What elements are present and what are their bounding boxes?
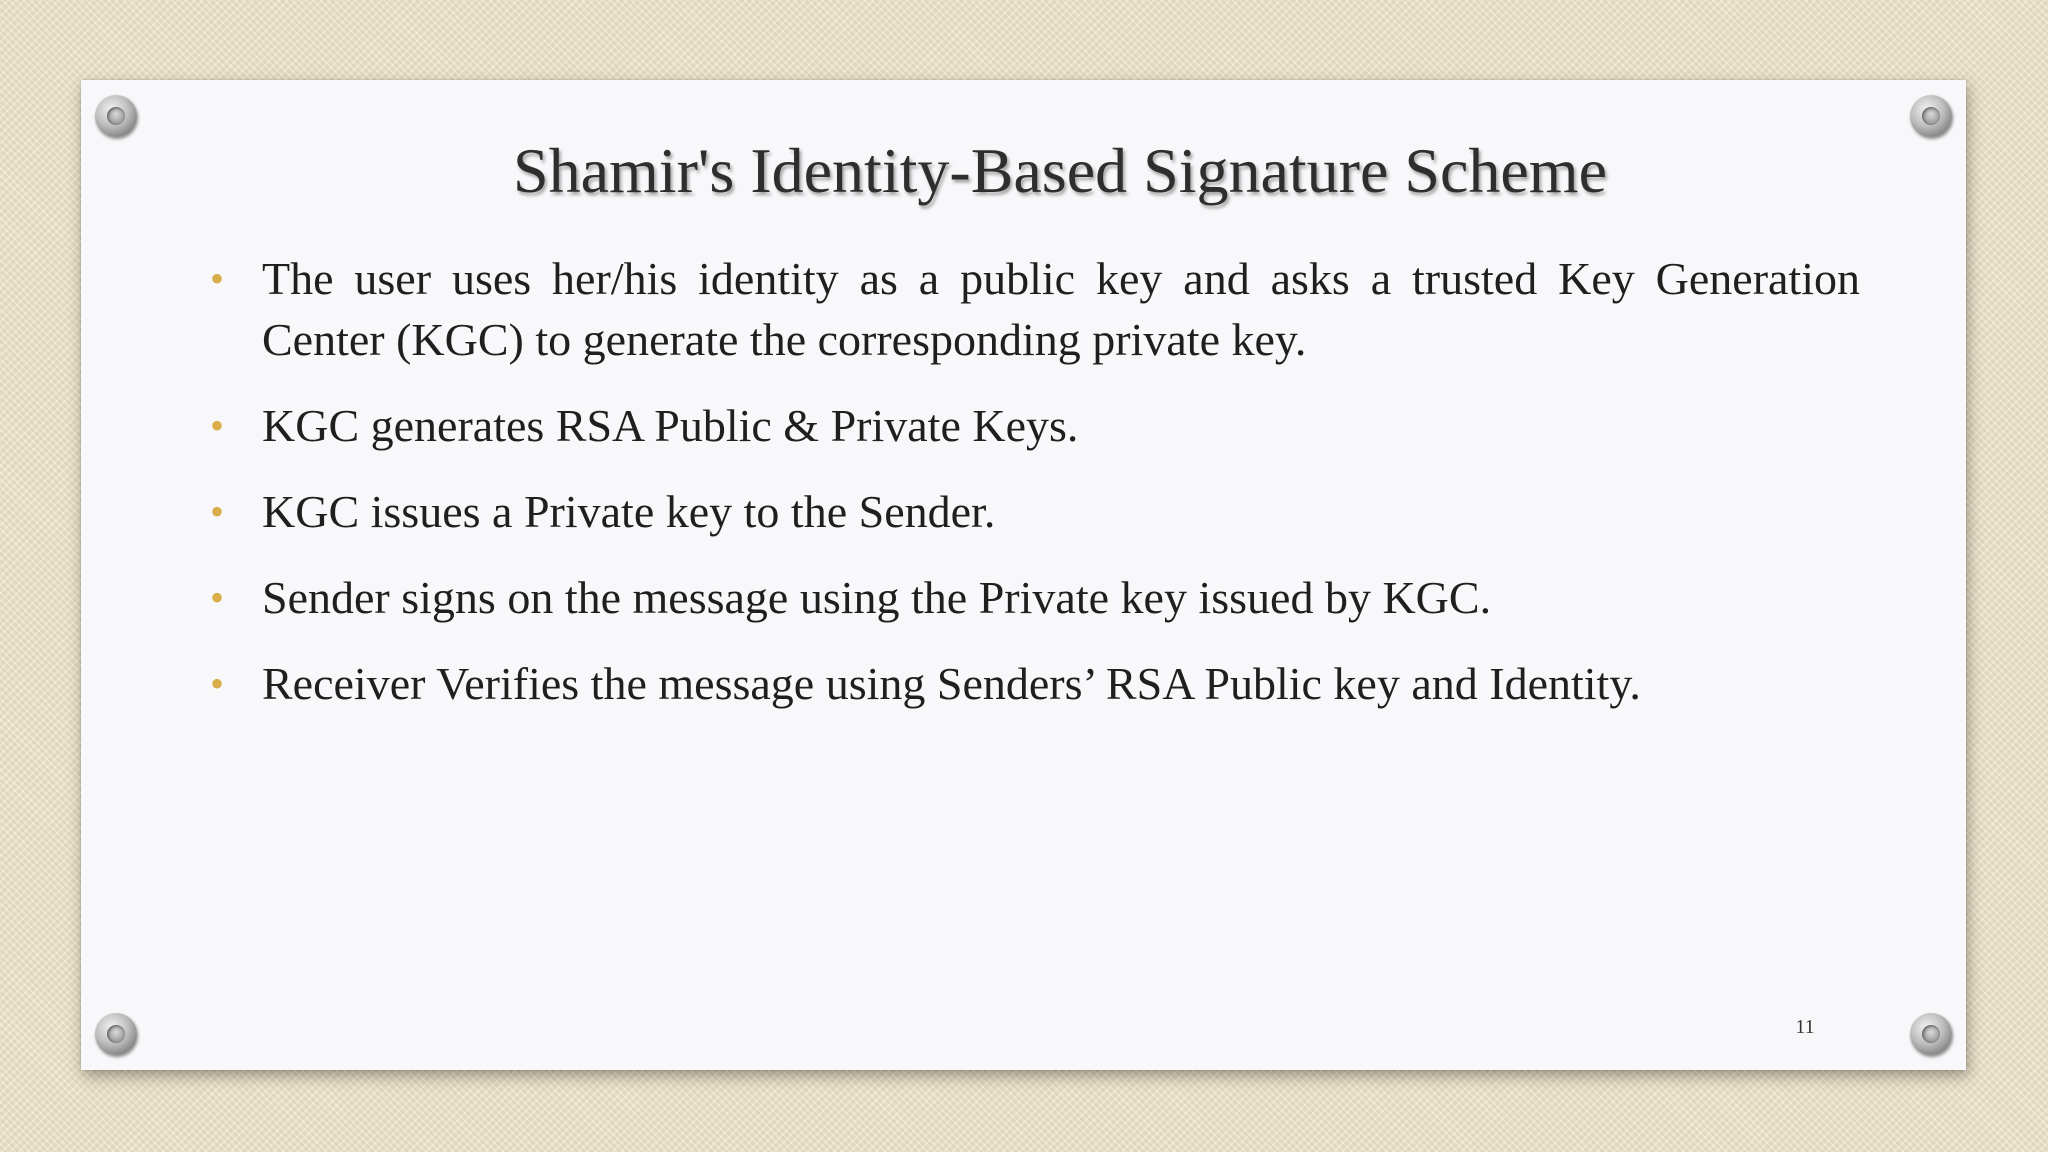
- slide-title: Shamir's Identity-Based Signature Scheme: [513, 135, 1607, 206]
- slide-number: 11: [1795, 1016, 1815, 1038]
- bullet-dot-icon: •: [210, 403, 225, 448]
- bullet-text: The user uses her/his identity as a public key and asks a trusted Key Generation Center (KGC) to generate the corresponding private key.: [262, 253, 1860, 365]
- bullet-item: [210, 248, 1860, 370]
- bullet-item: [210, 653, 1860, 714]
- bullet-item: [210, 567, 1860, 628]
- bullet-text: KGC issues a Private key to the Sender.: [262, 486, 996, 537]
- bullet-text: Sender signs on the message using the Private key issued by KGC.: [262, 572, 1492, 623]
- bullet-item: [210, 395, 1860, 456]
- bullet-dot-icon: •: [210, 256, 225, 301]
- bullet-text: Receiver Verifies the message using Senders’ RSA Public key and Identity.: [262, 658, 1641, 709]
- grommet-top-right-icon: [1910, 95, 1952, 137]
- bullet-text: KGC generates RSA Public & Private Keys.: [262, 400, 1079, 451]
- bullet-dot-icon: •: [210, 661, 225, 706]
- bullet-list: [210, 248, 1860, 739]
- bullet-dot-icon: •: [210, 489, 225, 534]
- grommet-top-left-icon: [95, 95, 137, 137]
- grommet-bottom-left-icon: [95, 1013, 137, 1055]
- grommet-bottom-right-icon: [1910, 1013, 1952, 1055]
- bullet-item: [210, 481, 1860, 542]
- bullet-dot-icon: •: [210, 575, 225, 620]
